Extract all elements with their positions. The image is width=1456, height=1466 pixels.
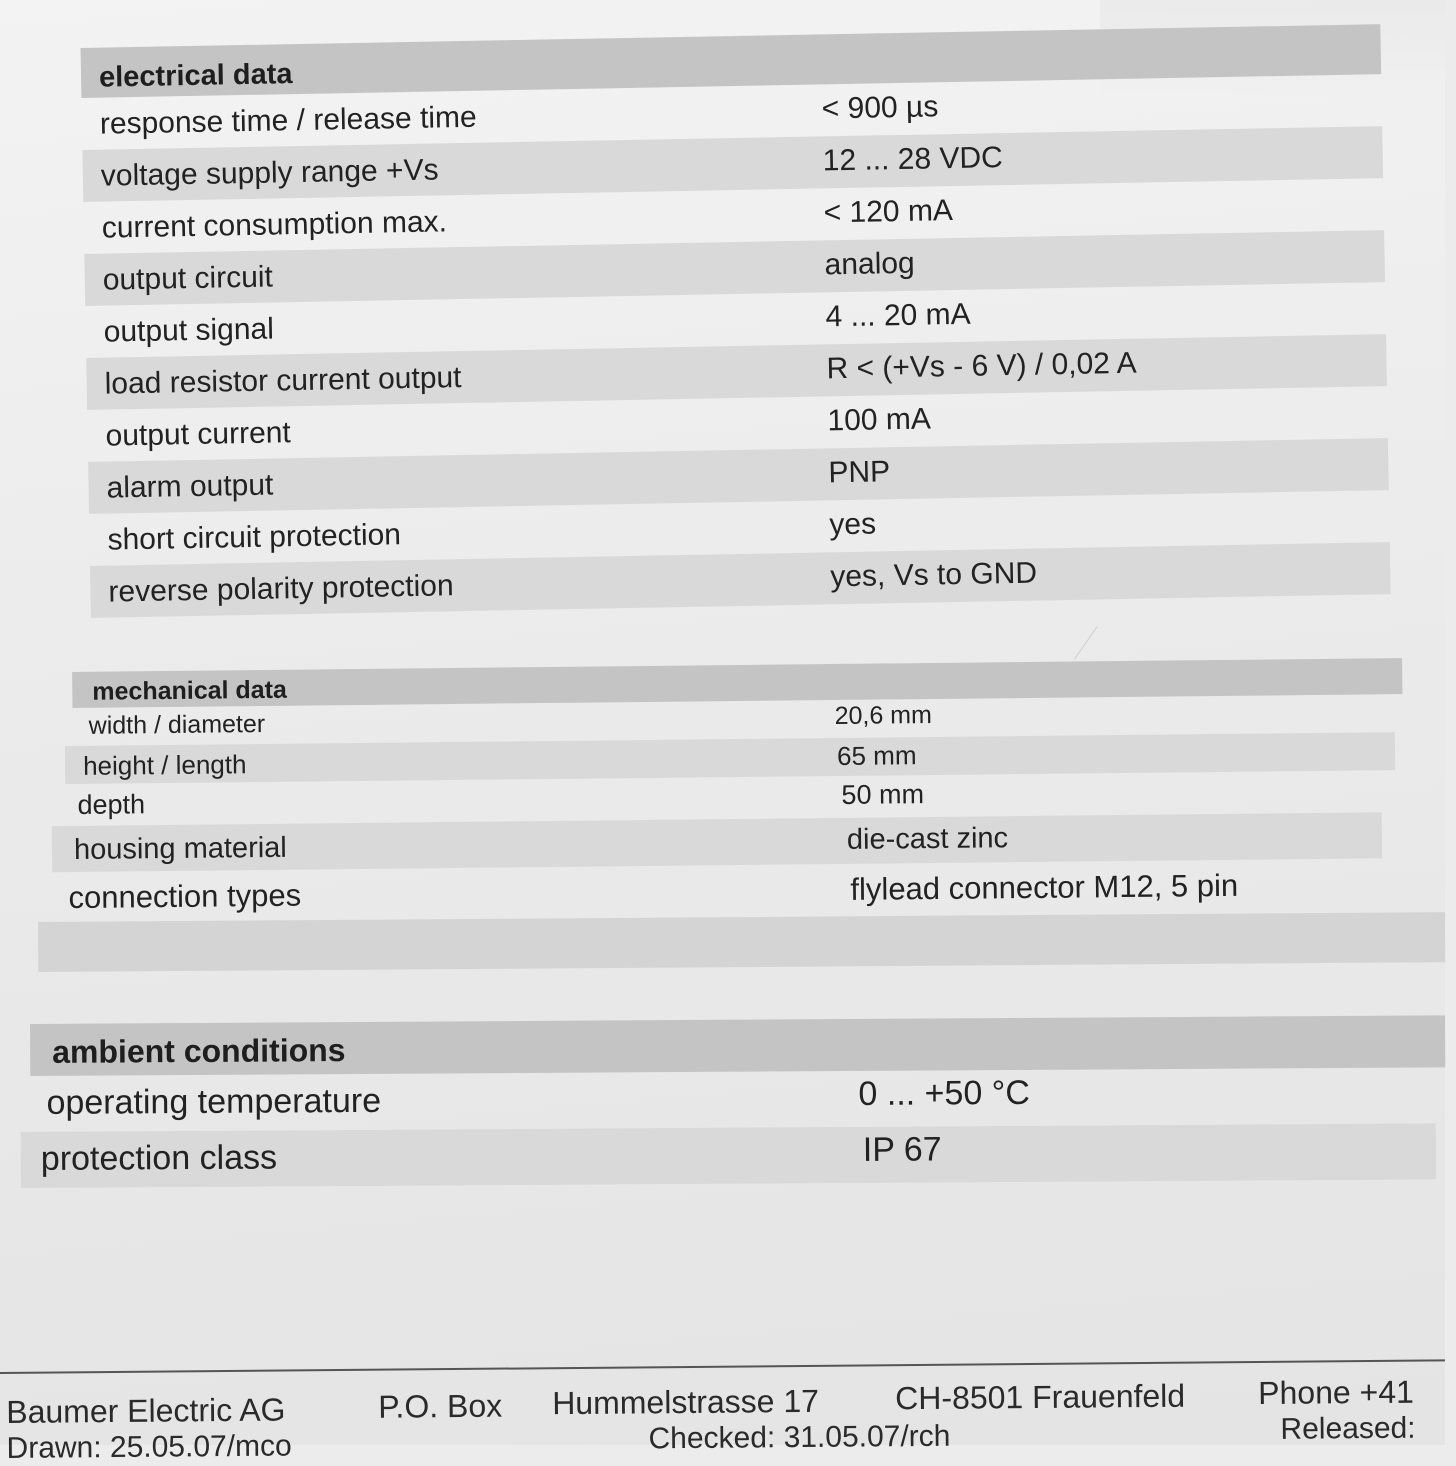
spec-label: output signal bbox=[103, 312, 275, 349]
spec-label: housing material bbox=[73, 831, 287, 866]
spec-row bbox=[30, 1067, 1445, 1132]
footer-phone: Phone +41 bbox=[1258, 1373, 1415, 1412]
spec-value: 20,6 mm bbox=[834, 700, 933, 731]
electrical-data-header: electrical data bbox=[81, 24, 1382, 98]
footer-released: Released: bbox=[1280, 1411, 1416, 1446]
spec-value: PNP bbox=[828, 455, 891, 490]
spec-value: 0 ... +50 °C bbox=[858, 1073, 1031, 1113]
spec-label: depth bbox=[77, 789, 146, 820]
empty-shaded-band bbox=[38, 912, 1445, 972]
electrical-data-section bbox=[80, 0, 1456, 630]
spec-label: connection types bbox=[68, 877, 302, 916]
footer-company: Baumer Electric AG bbox=[6, 1391, 286, 1430]
spec-value: < 900 µs bbox=[821, 90, 939, 126]
ambient-conditions-header: ambient conditions bbox=[30, 1015, 1445, 1076]
spec-label: output circuit bbox=[102, 260, 274, 297]
spec-label: protection class bbox=[40, 1138, 278, 1178]
footer bbox=[0, 1367, 1446, 1465]
spec-label: width / diameter bbox=[88, 709, 266, 740]
spec-label: reverse polarity protection bbox=[108, 569, 454, 609]
spec-label: response time / release time bbox=[99, 100, 477, 141]
spec-label: current consumption max. bbox=[101, 205, 448, 245]
spec-value: yes bbox=[829, 507, 877, 542]
spec-label: output current bbox=[105, 416, 292, 453]
spec-value: 4 ... 20 mA bbox=[825, 297, 971, 334]
spec-value: IP 67 bbox=[862, 1130, 942, 1169]
footer-po-box: P.O. Box bbox=[378, 1387, 503, 1425]
spec-label: height / length bbox=[82, 749, 247, 781]
spec-label: load resistor current output bbox=[104, 361, 462, 401]
spec-value: flylead connector M12, 5 pin bbox=[850, 867, 1239, 907]
spec-value: yes, Vs to GND bbox=[830, 556, 1038, 594]
spec-label: voltage supply range +Vs bbox=[100, 153, 439, 193]
footer-drawn: Drawn: 25.05.07/mco bbox=[6, 1429, 292, 1465]
mechanical-data-header: mechanical data bbox=[72, 658, 1402, 708]
spec-value: analog bbox=[824, 246, 915, 282]
footer-checked: Checked: 31.05.07/rch bbox=[648, 1419, 951, 1456]
spec-value: < 120 mA bbox=[823, 194, 954, 230]
spec-label: short circuit protection bbox=[107, 518, 402, 557]
ambient-conditions-section bbox=[30, 1011, 1446, 1200]
spec-value: 50 mm bbox=[841, 779, 925, 810]
footer-street: Hummelstrasse 17 bbox=[552, 1382, 820, 1422]
spec-label: operating temperature bbox=[46, 1081, 382, 1122]
spec-label: alarm output bbox=[106, 468, 274, 505]
spec-value: 12 ... 28 VDC bbox=[822, 141, 1004, 178]
spec-value: R < (+Vs - 6 V) / 0,02 A bbox=[826, 346, 1137, 386]
footer-city: CH-8501 Frauenfeld bbox=[895, 1377, 1186, 1417]
spec-row bbox=[21, 1123, 1436, 1188]
spec-value: 100 mA bbox=[827, 402, 932, 438]
spec-value: die-cast zinc bbox=[846, 822, 1009, 856]
spec-value: 65 mm bbox=[836, 740, 917, 771]
